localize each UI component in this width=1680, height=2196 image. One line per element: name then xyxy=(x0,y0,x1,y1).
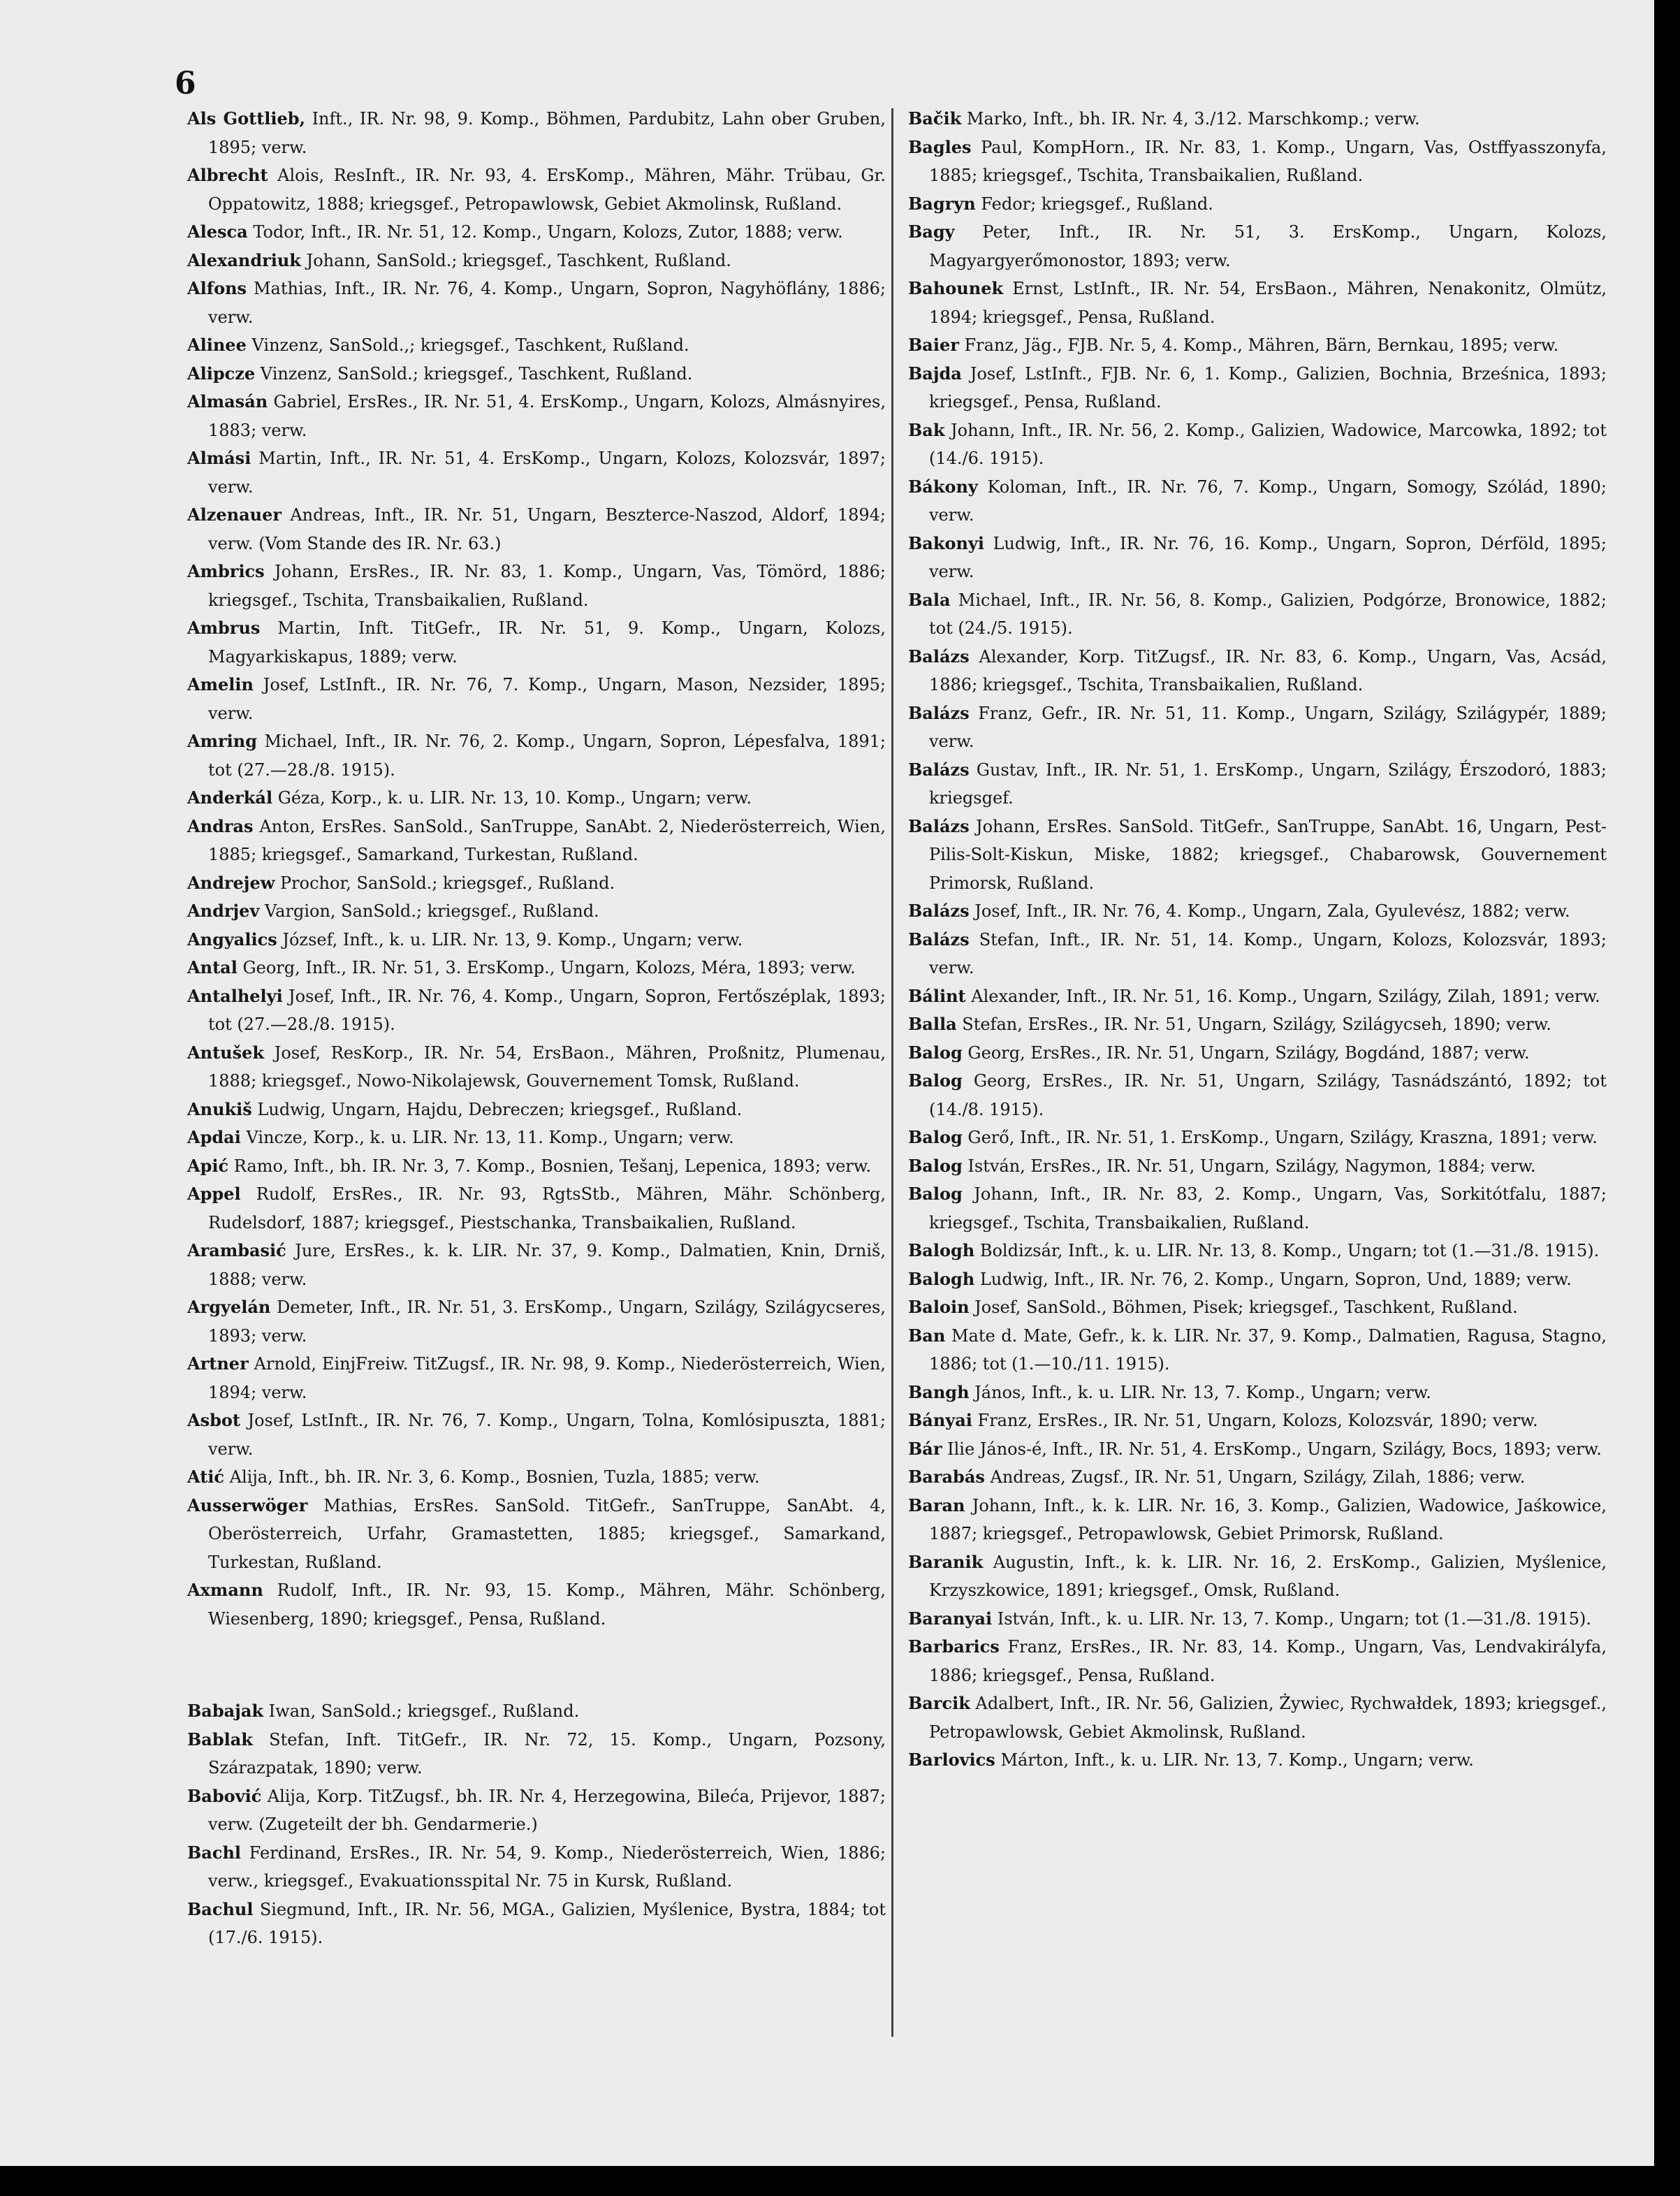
register-entry xyxy=(908,1010,1607,1039)
entry-surname: Babović xyxy=(187,1785,262,1806)
entry-details: Johann, ErsRes., IR. Nr. 83, 1. Komp., Ungarn, Vas, Tömörd, 1886; kriegsgef., Tschita, Transbaikalien, Rußland. xyxy=(208,562,886,610)
entry-surname: Axmann xyxy=(187,1580,263,1600)
register-entry xyxy=(187,218,886,247)
register-entry xyxy=(908,1689,1607,1746)
register-entry xyxy=(908,756,1607,813)
entry-details: Josef, LstInft., IR. Nr. 76, 7. Komp., Ungarn, Mason, Nezsider, 1895; verw. xyxy=(208,675,886,723)
entry-surname: Balog xyxy=(908,1042,963,1063)
register-entry xyxy=(187,897,886,926)
register-entry xyxy=(908,897,1607,926)
register-entry xyxy=(908,218,1607,275)
entry-details: József, Inft., k. u. LIR. Nr. 13, 9. Komp., Ungarn; verw. xyxy=(282,929,743,950)
entry-surname: Andrejew xyxy=(187,872,275,893)
entry-details: Fedor; kriegsgef., Rußland. xyxy=(981,194,1213,214)
entry-details: Alexander, Inft., IR. Nr. 51, 16. Komp., Ungarn, Szilágy, Zilah, 1891; verw. xyxy=(971,986,1600,1006)
entry-surname: Artner xyxy=(187,1353,249,1374)
entry-details: Josef, ResKorp., IR. Nr. 54, ErsBaon., Mähren, Proßnitz, Plumenau, 1888; kriegsgef., Nowo-Nikolajewsk, Gouvernement Tomsk, Rußland. xyxy=(208,1042,886,1091)
entry-details: Mathias, Inft., IR. Nr. 76, 4. Komp., Ungarn, Sopron, Nagyhöflány, 1886; verw. xyxy=(208,279,886,327)
entry-surname: Bačik xyxy=(908,108,962,129)
entry-details: Johann, Inft., k. k. LIR. Nr. 16, 3. Komp., Galizien, Wadowice, Jaśkowice, 1887; kriegsgef., Petropawlowsk, Gebiet Primorsk, Rußland. xyxy=(929,1495,1607,1543)
register-entry xyxy=(908,416,1607,473)
register-entry xyxy=(187,1180,886,1237)
register-entry xyxy=(908,275,1607,331)
entry-details: Johann, SanSold.; kriegsgef., Taschkent, Rußland. xyxy=(306,250,731,270)
entry-details: Rudolf, Inft., IR. Nr. 93, 15. Komp., Mähren, Mähr. Schönberg, Wiesenberg, 1890; kriegsgef., Pensa, Rußland. xyxy=(208,1580,886,1629)
register-entry xyxy=(187,444,886,501)
entry-surname: Andrjev xyxy=(187,901,260,921)
entry-details: Franz, Jäg., FJB. Nr. 5, 4. Komp., Mähren, Bärn, Bernkau, 1895; verw. xyxy=(964,335,1559,355)
register-entry xyxy=(908,813,1607,898)
entry-details: Mathias, ErsRes. SanSold. TitGefr., SanTruppe, SanAbt. 4, Oberösterreich, Urfahr, Gramastetten, 1885; kriegsgef., Samarkand, Turkestan, Rußland. xyxy=(208,1495,886,1572)
entry-details: Ludwig, Inft., IR. Nr. 76, 2. Komp., Ungarn, Sopron, Und, 1889; verw. xyxy=(979,1269,1572,1289)
entry-surname: Bálint xyxy=(908,985,966,1006)
entry-details: Todor, Inft., IR. Nr. 51, 12. Komp., Ungarn, Kolozs, Zutor, 1888; verw. xyxy=(253,222,843,242)
register-entry xyxy=(187,1697,886,1726)
register-entry xyxy=(908,1746,1607,1775)
entry-details: Vinzenz, SanSold.; kriegsgef., Taschkent, Rußland. xyxy=(260,363,693,384)
entry-surname: Balog xyxy=(908,1155,963,1176)
entry-surname: Bakonyi xyxy=(908,532,984,553)
entry-details: Josef, Inft., IR. Nr. 76, 4. Komp., Ungarn, Zala, Gyulevész, 1882; verw. xyxy=(974,901,1570,921)
register-entry xyxy=(187,558,886,614)
register-entry xyxy=(908,473,1607,530)
entry-surname: Bahounek xyxy=(908,278,1004,298)
entry-surname: Bablak xyxy=(187,1729,253,1750)
register-entry xyxy=(908,1180,1607,1237)
entry-details: Mate d. Mate, Gefr., k. k. LIR. Nr. 37, 9. Komp., Dalmatien, Ragusa, Stagno, 1886; tot (1.—10./11. 1915). xyxy=(929,1325,1607,1374)
entry-surname: Amelin xyxy=(187,674,254,695)
entry-surname: Anderkál xyxy=(187,787,273,808)
register-entry xyxy=(187,105,886,161)
entry-surname: Bagles xyxy=(908,136,972,157)
register-entry xyxy=(908,1265,1607,1294)
register-entry xyxy=(908,1293,1607,1322)
entry-details: Franz, ErsRes., IR. Nr. 51, Ungarn, Kolozs, Kolozsvár, 1890; verw. xyxy=(977,1411,1538,1430)
entry-details: Inft., IR. Nr. 98, 9. Komp., Böhmen, Pardubitz, Lahn ober Gruben, 1895; verw. xyxy=(208,109,886,157)
register-entry xyxy=(908,1124,1607,1152)
register-entry xyxy=(908,190,1607,219)
register-entry xyxy=(908,699,1607,756)
entry-details: Vargion, SanSold.; kriegsgef., Rußland. xyxy=(265,901,599,921)
entry-surname: Andras xyxy=(187,815,254,836)
entry-details: Peter, Inft., IR. Nr. 51, 3. ErsKomp., Ungarn, Kolozs, Magyargyerőmonostor, 1893; verw. xyxy=(929,222,1607,270)
entry-surname: Balázs xyxy=(908,646,970,667)
entry-details: Adalbert, Inft., IR. Nr. 56, Galizien, Żywiec, Rychwałdek, 1893; kriegsgef., Petropawlowsk, Gebiet Akmolinsk, Rußland. xyxy=(929,1694,1607,1742)
register-entry xyxy=(187,161,886,218)
register-entry xyxy=(187,1350,886,1406)
entry-details: Arnold, EinjFreiw. TitZugsf., IR. Nr. 98, 9. Komp., Niederösterreich, Wien, 1894; verw. xyxy=(208,1354,886,1402)
entry-details: Iwan, SanSold.; kriegsgef., Rußland. xyxy=(268,1701,580,1721)
register-entry xyxy=(187,1782,886,1839)
register-entry xyxy=(908,530,1607,586)
entry-details: Márton, Inft., k. u. LIR. Nr. 13, 7. Komp., Ungarn; verw. xyxy=(1000,1750,1474,1770)
entry-surname: Bányai xyxy=(908,1410,972,1430)
register-entry xyxy=(908,360,1607,416)
entry-details: Jure, ErsRes., k. k. LIR. Nr. 37, 9. Komp., Dalmatien, Knin, Drniš, 1888; verw. xyxy=(208,1241,886,1289)
register-entry xyxy=(908,1322,1607,1379)
entry-surname: Barcik xyxy=(908,1693,970,1713)
register-entry xyxy=(187,1293,886,1350)
register-entry xyxy=(187,813,886,869)
entry-details: Stefan, Inft., IR. Nr. 51, 14. Komp., Ungarn, Kolozs, Kolozsvár, 1893; verw. xyxy=(929,929,1607,977)
register-entry xyxy=(187,869,886,898)
register-entry xyxy=(908,331,1607,360)
entry-surname: Almasán xyxy=(187,391,268,412)
entry-details: Georg, Inft., IR. Nr. 51, 3. ErsKomp., Ungarn, Kolozs, Méra, 1893; verw. xyxy=(242,958,856,977)
entry-details: Franz, Gefr., IR. Nr. 51, 11. Komp., Ungarn, Szilágy, Szilágypér, 1889; verw. xyxy=(929,703,1607,751)
entry-details: Josef, LstInft., IR. Nr. 76, 7. Komp., Ungarn, Tolna, Komlósipuszta, 1881; verw. xyxy=(208,1411,886,1459)
register-entry xyxy=(187,501,886,558)
entry-surname: Balla xyxy=(908,1014,957,1034)
entry-surname: Angyalics xyxy=(187,929,277,950)
register-entry xyxy=(187,1839,886,1896)
register-entry xyxy=(187,1896,886,1952)
entry-surname: Balog xyxy=(908,1184,963,1204)
register-entry xyxy=(908,105,1607,133)
entry-surname: Balog xyxy=(908,1127,963,1147)
entry-surname: Appel xyxy=(187,1184,241,1204)
entry-details: Ludwig, Inft., IR. Nr. 76, 16. Komp., Ungarn, Sopron, Dérföld, 1895; verw. xyxy=(929,533,1607,581)
entry-details: Andreas, Inft., IR. Nr. 51, Ungarn, Beszterce-Naszod, Aldorf, 1894; verw. (Vom Stande des IR. Nr. 63.) xyxy=(208,505,886,553)
entry-details: Ernst, LstInft., IR. Nr. 54, ErsBaon., Mähren, Nenakonitz, Olmütz, 1894; kriegsgef., Pensa, Rußland. xyxy=(929,279,1607,327)
register-entry xyxy=(187,1726,886,1782)
entry-details: Gabriel, ErsRes., IR. Nr. 51, 4. ErsKomp., Ungarn, Kolozs, Almásnyires, 1883; verw. xyxy=(208,392,886,440)
entry-surname: Barbarics xyxy=(908,1636,1000,1657)
entry-details: Johann, ErsRes. SanSold. TitGefr., SanTruppe, SanAbt. 16, Ungarn, Pest-Pilis-Solt-Kiskun, Miske, 1882; kriegsgef., Chabarowsk, Gouvernement Primorsk, Rußland. xyxy=(929,816,1607,893)
entry-surname: Bagy xyxy=(908,221,955,242)
register-entry xyxy=(187,1124,886,1152)
register-entry xyxy=(908,1067,1607,1124)
entry-surname: Ausserwöger xyxy=(187,1495,308,1515)
entry-details: Ilie János-é, Inft., IR. Nr. 51, 4. ErsKomp., Ungarn, Szilágy, Bocs, 1893; verw. xyxy=(947,1439,1602,1459)
entry-details: Alija, Korp. TitZugsf., bh. IR. Nr. 4, Herzegowina, Bileća, Prijevor, 1887; verw. (Zugeteilt der bh. Gendarmerie.) xyxy=(208,1786,886,1834)
entry-details: Demeter, Inft., IR. Nr. 51, 3. ErsKomp., Ungarn, Szilágy, Szilágycseres, 1893; verw. xyxy=(208,1297,886,1346)
register-entry xyxy=(187,247,886,275)
entry-details: Michael, Inft., IR. Nr. 56, 8. Komp., Galizien, Podgórze, Bronowice, 1882; tot (24./5. 1915). xyxy=(929,590,1607,638)
entry-surname: Bala xyxy=(908,589,951,610)
entry-surname: Balázs xyxy=(908,815,970,836)
entry-details: Stefan, ErsRes., IR. Nr. 51, Ungarn, Szilágy, Szilágycseh, 1890; verw. xyxy=(962,1015,1551,1034)
entry-surname: Balogh xyxy=(908,1268,975,1289)
entry-details: Johann, Inft., IR. Nr. 83, 2. Komp., Ungarn, Vas, Sorkitótfalu, 1887; kriegsgef., Tschita, Transbaikalien, Rußland. xyxy=(929,1184,1607,1232)
entry-details: Boldizsár, Inft., k. u. LIR. Nr. 13, 8. Komp., Ungarn; tot (1.—31./8. 1915). xyxy=(979,1241,1600,1260)
entry-details: Josef, SanSold., Böhmen, Pisek; kriegsgef., Taschkent, Rußland. xyxy=(974,1297,1518,1317)
left-column xyxy=(187,105,886,1952)
entry-details: Koloman, Inft., IR. Nr. 76, 7. Komp., Ungarn, Somogy, Szólád, 1890; verw. xyxy=(929,477,1607,525)
entry-details: Alois, ResInft., IR. Nr. 93, 4. ErsKomp., Mähren, Mähr. Trübau, Gr. Oppatowitz, 1888; kriegsgef., Petropawlowsk, Gebiet Akmolinsk, Rußland. xyxy=(208,166,886,214)
entry-surname: Bachl xyxy=(187,1842,242,1863)
register-entry xyxy=(908,643,1607,699)
register-entry xyxy=(187,784,886,813)
register-entry xyxy=(908,1633,1607,1689)
entry-surname: Baranyai xyxy=(908,1608,993,1629)
entry-details: Martin, Inft., IR. Nr. 51, 4. ErsKomp., Ungarn, Kolozs, Kolozsvár, 1897; verw. xyxy=(208,449,886,497)
entry-surname: Ambrus xyxy=(187,618,261,638)
entry-surname: Baloin xyxy=(908,1297,970,1317)
entry-details: Franz, ErsRes., IR. Nr. 83, 14. Komp., Ungarn, Vas, Lendvakirályfa, 1886; kriegsgef., Pensa, Rußland. xyxy=(929,1637,1607,1685)
entry-surname: Balog xyxy=(908,1070,963,1091)
entry-details: Vinzenz, SanSold.,; kriegsgef., Taschkent, Rußland. xyxy=(251,335,689,355)
entry-surname: Babajak xyxy=(187,1701,264,1721)
register-entry xyxy=(908,1492,1607,1548)
entry-surname: Alinee xyxy=(187,335,247,355)
entry-surname: Alesca xyxy=(187,221,248,242)
register-entry xyxy=(187,275,886,331)
register-entry xyxy=(187,331,886,360)
entry-surname: Almási xyxy=(187,448,251,468)
entry-details: Georg, ErsRes., IR. Nr. 51, Ungarn, Szilágy, Bogdánd, 1887; verw. xyxy=(967,1042,1530,1063)
register-entry xyxy=(187,1096,886,1124)
entry-details: Géza, Korp., k. u. LIR. Nr. 13, 10. Komp., Ungarn; verw. xyxy=(277,788,752,808)
entry-surname: Bagryn xyxy=(908,193,976,214)
register-entry xyxy=(908,926,1607,982)
entry-details: István, Inft., k. u. LIR. Nr. 13, 7. Komp., Ungarn; tot (1.—31./8. 1915). xyxy=(997,1608,1592,1629)
entry-details: Stefan, Inft. TitGefr., IR. Nr. 72, 15. Komp., Ungarn, Pozsony, Szárazpatak, 1890; verw. xyxy=(208,1729,886,1777)
register-entry xyxy=(908,1406,1607,1435)
entry-surname: Bachul xyxy=(187,1898,254,1919)
entry-details: Paul, KompHorn., IR. Nr. 83, 1. Komp., Ungarn, Vas, Ostffyasszonyfa, 1885; kriegsgef., Tschita, Transbaikalien, Rußland. xyxy=(929,137,1607,185)
register-entry xyxy=(187,1152,886,1181)
entry-details: Prochor, SanSold.; kriegsgef., Rußland. xyxy=(280,873,615,893)
register-entry xyxy=(187,926,886,954)
entry-details: Josef, LstInft., FJB. Nr. 6, 1. Komp., Galizien, Bochnia, Brześnica, 1893; kriegsgef., Pensa, Rußland. xyxy=(929,363,1607,412)
entry-details: Martin, Inft. TitGefr., IR. Nr. 51, 9. Komp., Ungarn, Kolozs, Magyarkiskapus, 1889; verw. xyxy=(208,618,886,667)
entry-surname: Bak xyxy=(908,419,945,440)
register-entry xyxy=(187,954,886,982)
entry-surname: Balázs xyxy=(908,702,970,723)
register-entry xyxy=(908,1152,1607,1181)
register-entry xyxy=(187,1406,886,1463)
entry-surname: Amring xyxy=(187,731,258,751)
entry-details: Siegmund, Inft., IR. Nr. 56, MGA., Galizien, Myślenice, Bystra, 1884; tot (17./6. 1915). xyxy=(208,1899,886,1947)
entry-details: Josef, Inft., IR. Nr. 76, 4. Komp., Ungarn, Sopron, Fertőszéplak, 1893; tot (27.—28./8. 1915). xyxy=(208,986,886,1034)
entry-details: Ferdinand, ErsRes., IR. Nr. 54, 9. Komp., Niederösterreich, Wien, 1886; verw., kriegsgef., Evakuationsspital Nr. 75 in Kursk, Rußland. xyxy=(208,1842,886,1891)
register-entry xyxy=(187,1492,886,1577)
entry-details: István, ErsRes., IR. Nr. 51, Ungarn, Szilágy, Nagymon, 1884; verw. xyxy=(967,1156,1536,1176)
entry-surname: Antušek xyxy=(187,1042,265,1063)
entry-surname: Alipcze xyxy=(187,363,256,384)
entry-surname: Albrecht xyxy=(187,165,268,185)
entry-surname: Arambasić xyxy=(187,1240,286,1260)
register-entry xyxy=(908,1463,1607,1492)
page-number: 6 xyxy=(175,66,196,101)
entry-details: Gustav, Inft., IR. Nr. 51, 1. ErsKomp., Ungarn, Szilágy, Érszodoró, 1883; kriegsgef. xyxy=(929,759,1607,808)
register-entry xyxy=(187,1463,886,1492)
entry-surname: Balázs xyxy=(908,759,970,780)
entry-details: Alexander, Korp. TitZugsf., IR. Nr. 83, 6. Komp., Ungarn, Vas, Acsád, 1886; kriegsgef., Tschita, Transbaikalien, Rußland. xyxy=(929,646,1607,695)
entry-surname: Anukiš xyxy=(187,1098,252,1119)
entry-details: Rudolf, ErsRes., IR. Nr. 93, RgtsStb., Mähren, Mähr. Schönberg, Rudelsdorf, 1887; kriegsgef., Piestschanka, Transbaikalien, Rußland. xyxy=(208,1184,886,1232)
entry-details: Andreas, Zugsf., IR. Nr. 51, Ungarn, Szilágy, Zilah, 1886; verw. xyxy=(990,1467,1526,1487)
entry-details: Ramo, Inft., bh. IR. Nr. 3, 7. Komp., Bosnien, Tešanj, Lepenica, 1893; verw. xyxy=(233,1156,872,1176)
entry-surname: Ban xyxy=(908,1325,946,1346)
entry-details: Augustin, Inft., k. k. LIR. Nr. 16, 2. ErsKomp., Galizien, Myślenice, Krzyszkowice, 1891; kriegsgef., Omsk, Rußland. xyxy=(929,1552,1607,1600)
entry-surname: Apić xyxy=(187,1155,229,1176)
entry-surname: Apdai xyxy=(187,1127,241,1147)
register-entry xyxy=(908,1237,1607,1265)
register-entry xyxy=(187,1576,886,1633)
entry-details: Anton, ErsRes. SanSold., SanTruppe, SanAbt. 2, Niederösterreich, Wien, 1885; kriegsgef., Samarkand, Turkestan, Rußland. xyxy=(208,816,886,864)
entry-surname: Bajda xyxy=(908,363,962,384)
entry-surname: Ambrics xyxy=(187,561,265,581)
entry-surname: Baranik xyxy=(908,1551,984,1572)
entry-details: Ludwig, Ungarn, Hajdu, Debreczen; kriegsgef., Rußland. xyxy=(257,1099,743,1119)
entry-surname: Antalhelyi xyxy=(187,985,283,1006)
entry-details: Vincze, Korp., k. u. LIR. Nr. 13, 11. Komp., Ungarn; verw. xyxy=(246,1128,734,1147)
register-entry xyxy=(908,1435,1607,1464)
entry-surname: Als Gottlieb, xyxy=(187,108,305,129)
register-entry xyxy=(908,586,1607,643)
register-entry xyxy=(908,1039,1607,1068)
entry-details: Michael, Inft., IR. Nr. 76, 2. Komp., Ungarn, Sopron, Lépesfalva, 1891; tot (27.—28./8. 1915). xyxy=(208,732,886,780)
register-entry xyxy=(187,614,886,671)
register-entry xyxy=(908,1605,1607,1634)
entry-surname: Balázs xyxy=(908,929,970,950)
entry-surname: Asbot xyxy=(187,1410,241,1430)
column-divider xyxy=(891,108,893,2037)
register-entry xyxy=(187,727,886,784)
right-column xyxy=(908,105,1607,1775)
register-entry xyxy=(187,1237,886,1293)
register-entry xyxy=(187,360,886,388)
entry-surname: Barlovics xyxy=(908,1750,995,1770)
entry-details: János, Inft., k. u. LIR. Nr. 13, 7. Komp., Ungarn; verw. xyxy=(974,1382,1431,1402)
register-entry xyxy=(908,133,1607,190)
register-entry xyxy=(187,388,886,444)
register-entry xyxy=(908,1548,1607,1605)
entry-surname: Alexandriuk xyxy=(187,249,301,270)
register-entry xyxy=(908,1379,1607,1407)
entry-surname: Bangh xyxy=(908,1381,970,1402)
entry-surname: Antal xyxy=(187,957,238,977)
entry-details: Gerő, Inft., IR. Nr. 51, 1. ErsKomp., Ungarn, Szilágy, Kraszna, 1891; verw. xyxy=(967,1128,1598,1147)
entry-details: Alija, Inft., bh. IR. Nr. 3, 6. Komp., Bosnien, Tuzla, 1885; verw. xyxy=(229,1467,760,1487)
entry-details: Marko, Inft., bh. IR. Nr. 4, 3./12. Marschkomp.; verw. xyxy=(966,109,1420,129)
register-entry xyxy=(187,1039,886,1096)
section-gap xyxy=(187,1633,886,1697)
entry-surname: Argyelán xyxy=(187,1297,271,1317)
entry-surname: Alfons xyxy=(187,278,247,298)
register-entry xyxy=(187,671,886,727)
entry-surname: Bár xyxy=(908,1438,942,1459)
register-entry xyxy=(187,982,886,1039)
entry-surname: Baier xyxy=(908,335,959,355)
entry-surname: Bákony xyxy=(908,476,978,497)
entry-surname: Alzenauer xyxy=(187,504,282,525)
entry-surname: Baran xyxy=(908,1495,965,1515)
entry-details: Georg, ErsRes., IR. Nr. 51, Ungarn, Szilágy, Tasnádszántó, 1892; tot (14./8. 1915). xyxy=(929,1071,1607,1119)
register-entry xyxy=(908,982,1607,1011)
entry-surname: Balogh xyxy=(908,1240,975,1260)
entry-details: Johann, Inft., IR. Nr. 56, 2. Komp., Galizien, Wadowice, Marcowka, 1892; tot (14./6. 1915). xyxy=(929,420,1607,468)
entry-surname: Balázs xyxy=(908,901,970,921)
entry-surname: Barabás xyxy=(908,1467,985,1487)
entry-surname: Atić xyxy=(187,1467,225,1487)
